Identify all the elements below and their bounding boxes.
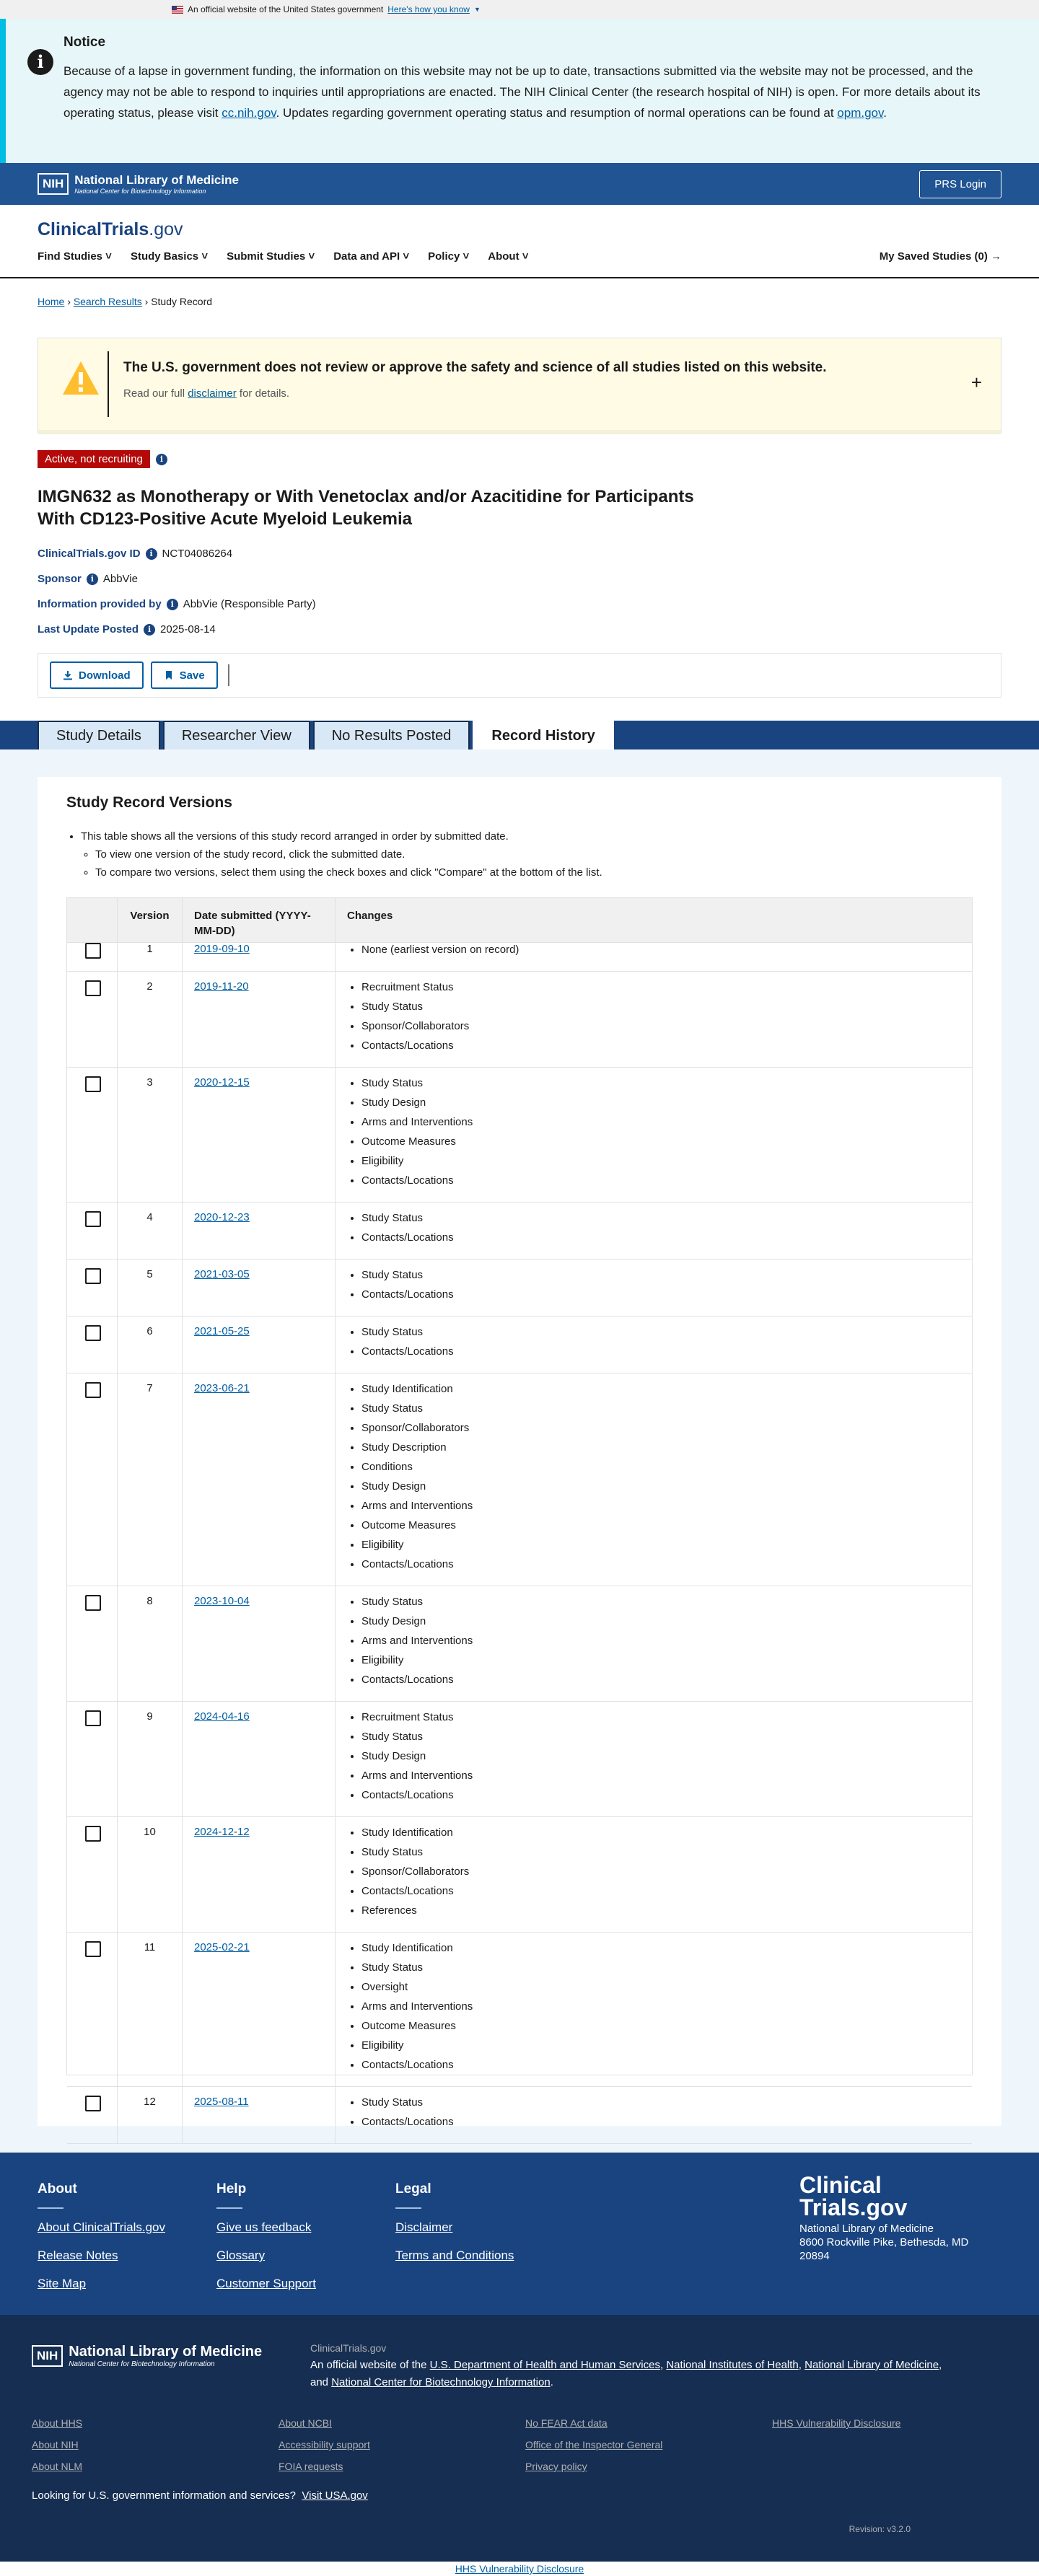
opm-link[interactable]: opm.gov (837, 106, 884, 120)
compare-checkbox[interactable] (85, 1710, 101, 1726)
nav-study-basics[interactable]: Study Basics ˅ (130, 250, 209, 263)
footer-link-site-map[interactable]: Site Map (38, 2277, 87, 2290)
footer-link-release-notes[interactable]: Release Notes (38, 2248, 118, 2262)
last-update-value: 2025-08-14 (160, 623, 216, 636)
nct-id-label: ClinicalTrials.gov ID (38, 548, 141, 560)
changes-list (347, 980, 960, 1052)
footer-link-feedback[interactable]: Give us feedback (216, 2220, 312, 2234)
usa-gov-line: Looking for U.S. government information and services? Visit USA.gov (32, 2489, 368, 2502)
change-item: • Contacts/Locations (361, 1673, 960, 1687)
change-item: • None (earliest version on record) (361, 943, 960, 957)
compare-checkbox[interactable] (85, 1826, 101, 1842)
change-item: • Recruitment Status (361, 1710, 960, 1724)
usa-gov-link[interactable]: Visit USA.gov (302, 2489, 368, 2502)
gov-banner (0, 0, 1039, 19)
info-provided-label: Information provided by (38, 598, 162, 610)
change-item: • Study Design (361, 1614, 960, 1628)
disclaimer-link[interactable]: disclaimer (188, 387, 237, 400)
compare-checkbox[interactable] (85, 1076, 101, 1092)
version-date-link[interactable]: 2020-12-15 (194, 1076, 250, 1089)
version-number: 9 (118, 1702, 183, 1816)
status-row (38, 450, 1001, 468)
change-item: • Eligibility (361, 1154, 960, 1168)
footer-brand-address: 8600 Rockville Pike, Bethesda, MD 20894 (799, 2236, 969, 2262)
change-item: • Study Status (361, 1268, 960, 1282)
breadcrumb-home[interactable]: Home (38, 296, 65, 307)
disclaimer-heading: The U.S. government does not review or approve the safety and science of all studies listed on this website. (123, 360, 827, 375)
change-item: • Study Status (361, 1325, 960, 1339)
change-item: • Study Status (361, 1845, 960, 1859)
change-item: • Contacts/Locations (361, 1557, 960, 1571)
table-row (67, 972, 972, 1068)
change-item: • Study Status (361, 1076, 960, 1090)
change-item: • Arms and Interventions (361, 1115, 960, 1129)
change-item: • Contacts/Locations (361, 1231, 960, 1244)
gov-banner-text: An official website of the United States government (188, 4, 384, 14)
change-item: • Recruitment Status (361, 980, 960, 994)
table-row (67, 2087, 972, 2144)
hhs-link[interactable]: U.S. Department of Health and Human Services (429, 2359, 660, 2371)
change-item: • Study Identification (361, 1826, 960, 1839)
table-body[interactable] (67, 934, 972, 2128)
change-item: • Contacts/Locations (361, 1884, 960, 1898)
version-number: 11 (118, 1933, 183, 2086)
link-accessibility[interactable]: Accessibility support (279, 2439, 370, 2450)
chevron-down-icon: ▼ (473, 6, 481, 13)
footer-nlm-logo[interactable]: NIH National Library of Medicine National Center for Biotechnology Information (32, 2344, 262, 2368)
compare-checkbox[interactable] (85, 2096, 101, 2111)
change-item: • Arms and Interventions (361, 1769, 960, 1782)
nlm-logo[interactable] (38, 173, 239, 195)
disclaimer-text: Read our full disclaimer for details. (123, 387, 290, 400)
prs-login-button[interactable]: PRS Login (919, 170, 1001, 198)
tab-no-results-posted[interactable]: No Results Posted (313, 721, 470, 749)
link-foia[interactable]: FOIA requests (279, 2461, 343, 2472)
version-date-link[interactable]: 2019-11-20 (194, 980, 249, 993)
change-item: • Outcome Measures (361, 1135, 960, 1148)
version-date-link[interactable]: 2021-03-05 (194, 1268, 250, 1280)
compare-checkbox[interactable] (85, 1382, 101, 1398)
footer-link-disclaimer[interactable]: Disclaimer (395, 2220, 453, 2234)
link-about-nih[interactable]: About NIH (32, 2439, 79, 2450)
notice-banner (0, 19, 1039, 163)
nih-link[interactable]: National Institutes of Health (666, 2359, 799, 2371)
col-date: Date submitted (YYYY-MM-DD) (183, 898, 336, 942)
link-about-ncbi[interactable]: About NCBI (279, 2417, 332, 2429)
compare-checkbox[interactable] (85, 1325, 101, 1341)
change-item: • Sponsor/Collaborators (361, 1865, 960, 1878)
bookmark-icon (164, 670, 174, 680)
version-date-link[interactable]: 2023-10-04 (194, 1595, 250, 1607)
change-item: • Outcome Measures (361, 2019, 960, 2033)
table-row (67, 1373, 972, 1586)
info-icon[interactable]: i (87, 573, 98, 585)
breadcrumb-current: Study Record (151, 296, 213, 307)
change-item: • Contacts/Locations (361, 1174, 960, 1187)
footer-brand-org: National Library of Medicine (799, 2223, 934, 2235)
change-item: • Contacts/Locations (361, 1345, 960, 1358)
footer-brand-name[interactable]: Clinical Trials.gov (799, 2172, 908, 2220)
footer-help-title: Help (216, 2181, 247, 2197)
revision-text: Revision: v3.2.0 (849, 2524, 911, 2534)
tab-study-details[interactable]: Study Details (38, 721, 160, 749)
table-row (67, 1702, 972, 1817)
last-update-label: Last Update Posted (38, 623, 139, 636)
nlm-name: National Library of Medicine (74, 173, 239, 187)
version-number: 3 (118, 1068, 183, 1202)
nlm-subname: National Center for Biotechnology Information (74, 188, 206, 195)
status-badge: Active, not recruiting (38, 450, 150, 468)
version-number: 8 (118, 1586, 183, 1701)
change-item: • Study Identification (361, 1941, 960, 1955)
table-row (67, 1260, 972, 1316)
changes-list (347, 1268, 960, 1301)
footer-link-glossary[interactable]: Glossary (216, 2248, 266, 2262)
change-item: • Eligibility (361, 2039, 960, 2052)
main-nav (38, 250, 1001, 263)
breadcrumb: Home › Search Results › Study Record (38, 296, 213, 307)
notice-body: Because of a lapse in government funding, the information on this website may not be up to date, transactions submitted via the website may not be processed, and the agency may not be able to respond to inquiries until appropriations are enacted. The NIH Clinical Center (the research hospital of NIH) is open. For more details about its operating status, please visit cc.nih.gov. Updates regarding government operating status and resumption of normal operations can be found at opm.gov. (63, 64, 981, 120)
change-item: • Oversight (361, 1980, 960, 1994)
changes-list (347, 1941, 960, 2072)
arrow-right-icon: → (991, 250, 1001, 263)
link-hhs-vuln[interactable]: HHS Vulnerability Disclosure (772, 2417, 901, 2429)
nav-find-studies[interactable]: Find Studies ˅ (38, 250, 112, 263)
compare-checkbox[interactable] (85, 1595, 101, 1611)
how-you-know-link[interactable]: Here's how you know (387, 4, 470, 14)
change-item: • Sponsor/Collaborators (361, 1421, 960, 1435)
footer-official: ClinicalTrials.gov An official website of the U.S. Department of Health and Human Services, National Institutes of Health, National Library of Medicine, and National Center for Biotechnology Information. (310, 2342, 942, 2388)
changes-list (347, 1325, 960, 1358)
table-row (67, 1817, 972, 1933)
change-item: • Study Status (361, 1730, 960, 1744)
change-item: • Arms and Interventions (361, 2000, 960, 2013)
link-no-fear[interactable]: No FEAR Act data (525, 2417, 608, 2429)
versions-heading: Study Record Versions (66, 794, 232, 811)
change-item: • Conditions (361, 1460, 960, 1474)
version-number: 10 (118, 1817, 183, 1932)
site-header (0, 205, 1039, 278)
compare-checkbox[interactable] (85, 943, 101, 959)
version-date-link[interactable]: 2023-06-21 (194, 1382, 250, 1394)
record-history-section (0, 749, 1039, 2153)
info-icon[interactable]: i (144, 624, 155, 636)
link-privacy[interactable]: Privacy policy (525, 2461, 587, 2472)
version-date-link[interactable]: 2024-04-16 (194, 1710, 250, 1723)
us-flag-icon (172, 6, 183, 14)
bottom-hhs-vuln-link[interactable]: HHS Vulnerability Disclosure (455, 2563, 584, 2575)
version-number: 1 (118, 934, 183, 971)
study-record-versions-card (38, 777, 1001, 2126)
changes-list (347, 1076, 960, 1187)
footer-link-support[interactable]: Customer Support (216, 2277, 316, 2290)
footer-secondary (0, 2315, 1039, 2562)
disclaimer-alert (38, 338, 1001, 434)
warning-icon (61, 360, 100, 396)
footer-link-terms[interactable]: Terms and Conditions (395, 2248, 514, 2262)
tab-researcher-view[interactable]: Researcher View (163, 721, 310, 749)
change-item: • Contacts/Locations (361, 1288, 960, 1301)
cc-nih-link[interactable]: cc.nih.gov (222, 106, 276, 120)
change-item: • Study Description (361, 1441, 960, 1454)
study-title: IMGN632 as Monotherapy or With Venetoclax and/or Azacitidine for Participants With CD123-Positive Acute Myeloid Leukemia (38, 487, 694, 529)
change-item: • Study Status (361, 1402, 960, 1415)
compare-checkbox[interactable] (85, 1211, 101, 1227)
change-item: • Study Status (361, 1211, 960, 1225)
my-saved-studies-link[interactable]: My Saved Studies (0) → (879, 250, 1001, 263)
footer-main (0, 2153, 1039, 2315)
compare-checkbox[interactable] (85, 1941, 101, 1957)
changes-list (347, 943, 960, 957)
change-item: • References (361, 1904, 960, 1917)
version-number: 5 (118, 1260, 183, 1316)
change-item: • Sponsor/Collaborators (361, 1019, 960, 1033)
action-bar (38, 653, 1001, 698)
footer-about-title: About (38, 2181, 77, 2197)
info-icon[interactable]: i (167, 599, 178, 610)
version-number: 12 (118, 2087, 183, 2143)
change-item: • Study Design (361, 1096, 960, 1109)
info-icon[interactable]: i (156, 454, 167, 465)
versions-instructions: • This table shows all the versions of this study record arranged in order by submitted date. ◦ To view one version of the study record, click the submitted date. ◦ To compare two versions, select them using the check boxes and click "Compare" at the bottom of the list. (66, 830, 973, 879)
nlm-header (0, 163, 1039, 205)
change-item: • Contacts/Locations (361, 1039, 960, 1052)
download-button[interactable]: Download (50, 661, 144, 689)
changes-list (347, 2096, 960, 2129)
footer-legal-title: Legal (395, 2181, 431, 2197)
version-date-link[interactable]: 2025-02-21 (194, 1941, 250, 1953)
change-item: • Study Identification (361, 1382, 960, 1396)
col-version: Version (118, 898, 183, 942)
change-item: • Study Status (361, 1595, 960, 1609)
info-icon[interactable]: i (146, 548, 157, 560)
notice-title: Notice (63, 35, 106, 50)
compare-checkbox[interactable] (85, 980, 101, 996)
footer-brand (799, 2174, 987, 2263)
expand-plus-icon[interactable]: + (970, 372, 982, 393)
change-item: • Study Design (361, 1480, 960, 1493)
study-meta (38, 548, 1001, 636)
compare-checkbox[interactable] (85, 1268, 101, 1284)
sponsor-value: AbbVie (102, 573, 138, 585)
table-row (67, 1316, 972, 1373)
nlm-link[interactable]: National Library of Medicine (805, 2359, 939, 2371)
info-provided-value: AbbVie (Responsible Party) (183, 598, 316, 610)
nav-submit-studies[interactable]: Submit Studies ˅ (227, 250, 315, 263)
changes-list (347, 1710, 960, 1802)
link-about-hhs[interactable]: About HHS (32, 2417, 83, 2429)
version-date-link[interactable]: 2019-09-10 (194, 943, 250, 955)
version-date-link[interactable]: 2024-12-12 (194, 1826, 250, 1838)
change-item: • Eligibility (361, 1538, 960, 1552)
change-item: • Study Status (361, 2096, 960, 2109)
version-date-link[interactable]: 2020-12-23 (194, 1211, 250, 1223)
breadcrumb-search-results[interactable]: Search Results (73, 296, 142, 307)
change-item: • Contacts/Locations (361, 2115, 960, 2129)
tab-record-history[interactable]: Record History (473, 721, 613, 749)
change-item: • Study Design (361, 1749, 960, 1763)
nih-logo-box: NIH (32, 2345, 63, 2367)
changes-list (347, 1826, 960, 1917)
table-row (67, 1586, 972, 1702)
table-row (67, 934, 972, 972)
col-changes: Changes (347, 910, 393, 922)
nav-policy[interactable]: Policy ˅ (428, 250, 470, 263)
info-icon: i (27, 49, 53, 75)
change-item: • Study Status (361, 1000, 960, 1014)
change-item: • Arms and Interventions (361, 1499, 960, 1513)
version-date-link[interactable]: 2021-05-25 (194, 1325, 250, 1337)
table-row (67, 1203, 972, 1260)
table-row (67, 1933, 972, 2087)
version-date-link[interactable]: 2025-08-11 (194, 2096, 249, 2108)
nct-id-value: NCT04086264 (162, 548, 233, 560)
download-icon (63, 670, 73, 680)
save-button[interactable]: Save (151, 661, 218, 689)
versions-table (66, 897, 973, 2128)
site-logo[interactable]: ClinicalTrials.gov (38, 219, 183, 239)
link-oig[interactable]: Office of the Inspector General (525, 2439, 663, 2450)
changes-list (347, 1595, 960, 1687)
version-number: 7 (118, 1373, 183, 1586)
change-item: • Contacts/Locations (361, 1788, 960, 1802)
tab-bar (0, 721, 1039, 749)
change-item: • Eligibility (361, 1653, 960, 1667)
change-item: • Arms and Interventions (361, 1634, 960, 1648)
change-item: • Study Status (361, 1961, 960, 1974)
version-number: 2 (118, 972, 183, 1067)
nav-data-api[interactable]: Data and API ˅ (333, 250, 410, 263)
nih-logo-box: NIH (38, 173, 69, 195)
nav-about[interactable]: About ˅ (488, 250, 529, 263)
ncbi-link[interactable]: National Center for Biotechnology Information (331, 2376, 551, 2388)
version-number: 4 (118, 1203, 183, 1259)
change-item: • Outcome Measures (361, 1518, 960, 1532)
bottom-vuln-bar (0, 2562, 1039, 2576)
link-about-nlm[interactable]: About NLM (32, 2461, 83, 2472)
changes-list (347, 1211, 960, 1244)
table-row (67, 1068, 972, 1203)
version-number: 6 (118, 1316, 183, 1373)
changes-list (347, 1382, 960, 1571)
change-item: • Contacts/Locations (361, 2058, 960, 2072)
footer-link-about-ct[interactable]: About ClinicalTrials.gov (38, 2220, 165, 2234)
sponsor-label: Sponsor (38, 573, 82, 585)
